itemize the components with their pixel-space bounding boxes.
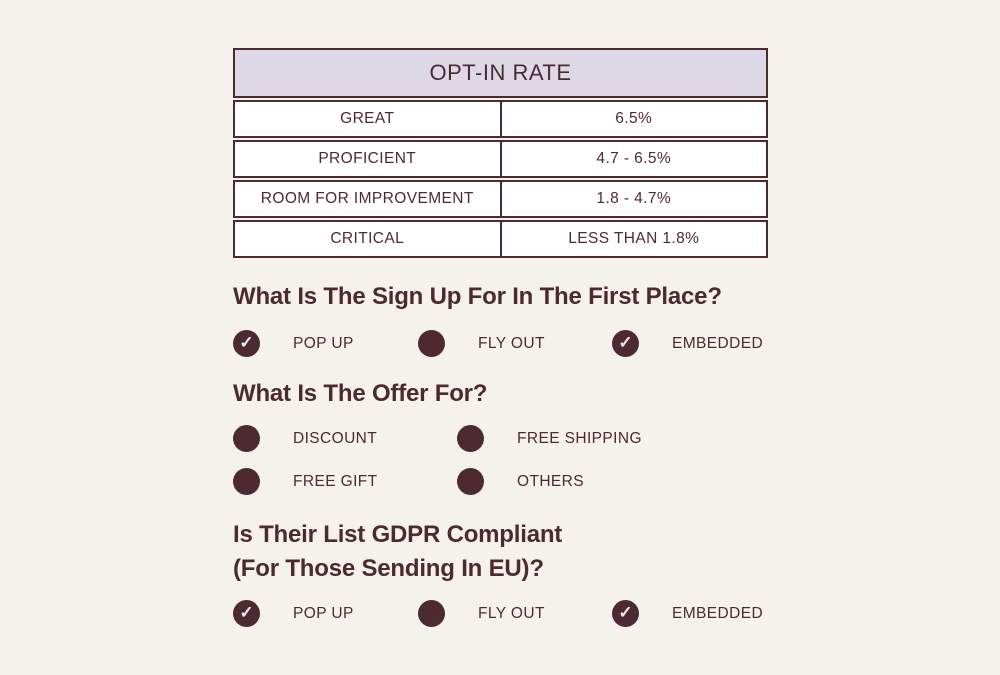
option-others[interactable] [457, 468, 584, 495]
option-embedded[interactable] [612, 600, 763, 627]
table-row [233, 140, 768, 178]
option-label: EMBEDDED [672, 604, 764, 622]
option-fly-out[interactable] [418, 600, 545, 627]
offer-options-row-2 [233, 468, 768, 495]
checkbox-checked-icon[interactable] [233, 330, 260, 357]
checkbox-checked-icon[interactable] [612, 330, 639, 357]
question-signup-heading: What Is The Sign Up For In The First Place? [233, 283, 722, 310]
option-embedded[interactable] [612, 330, 763, 357]
table-row-label: CRITICAL [235, 222, 502, 256]
table-row-label: GREAT [235, 102, 502, 136]
table-row-value: 4.7 - 6.5% [596, 150, 672, 167]
option-label: FLY OUT [478, 334, 545, 352]
option-free-shipping[interactable] [457, 425, 642, 452]
table-row [233, 220, 768, 258]
table-row [233, 180, 768, 218]
option-label: DISCOUNT [293, 429, 378, 447]
option-discount[interactable] [233, 425, 377, 452]
check-icon: ✓ [618, 333, 633, 352]
table-row-label: ROOM FOR IMPROVEMENT [235, 182, 502, 216]
check-icon: ✓ [239, 603, 254, 622]
gdpr-options-row [233, 600, 768, 627]
checkbox-checked-icon[interactable] [233, 600, 260, 627]
question-gdpr-line2: (For Those Sending In EU)? [233, 555, 544, 582]
check-icon: ✓ [618, 603, 633, 622]
optin-rate-table [233, 48, 768, 258]
question-gdpr-heading [233, 518, 768, 586]
checkbox-unchecked-icon[interactable] [233, 425, 260, 452]
check-icon: ✓ [239, 333, 254, 352]
question-offer-heading: What Is The Offer For? [233, 380, 488, 407]
table-row-value: 6.5% [615, 110, 653, 127]
checkbox-unchecked-icon[interactable] [418, 330, 445, 357]
option-label: POP UP [293, 334, 354, 352]
option-label: POP UP [293, 604, 354, 622]
option-pop-up[interactable] [233, 330, 354, 357]
table-row-label: PROFICIENT [235, 142, 502, 176]
option-label: EMBEDDED [672, 334, 764, 352]
option-pop-up[interactable] [233, 600, 354, 627]
checkbox-checked-icon[interactable] [612, 600, 639, 627]
option-label: FLY OUT [478, 604, 545, 622]
table-row-value: 1.8 - 4.7% [596, 190, 672, 207]
checkbox-unchecked-icon[interactable] [233, 468, 260, 495]
table-row [233, 100, 768, 138]
option-label: OTHERS [517, 472, 584, 490]
option-free-gift[interactable] [233, 468, 378, 495]
offer-options-row-1 [233, 425, 768, 452]
signup-options-row [233, 330, 768, 357]
checkbox-unchecked-icon[interactable] [418, 600, 445, 627]
question-gdpr-line1: Is Their List GDPR Compliant [233, 521, 563, 548]
option-label: FREE GIFT [293, 472, 378, 490]
page-content [233, 48, 768, 627]
option-fly-out[interactable] [418, 330, 545, 357]
option-label: FREE SHIPPING [517, 429, 642, 447]
table-title: OPT-IN RATE [233, 48, 768, 98]
checkbox-unchecked-icon[interactable] [457, 425, 484, 452]
table-row-value: LESS THAN 1.8% [568, 230, 700, 247]
checkbox-unchecked-icon[interactable] [457, 468, 484, 495]
